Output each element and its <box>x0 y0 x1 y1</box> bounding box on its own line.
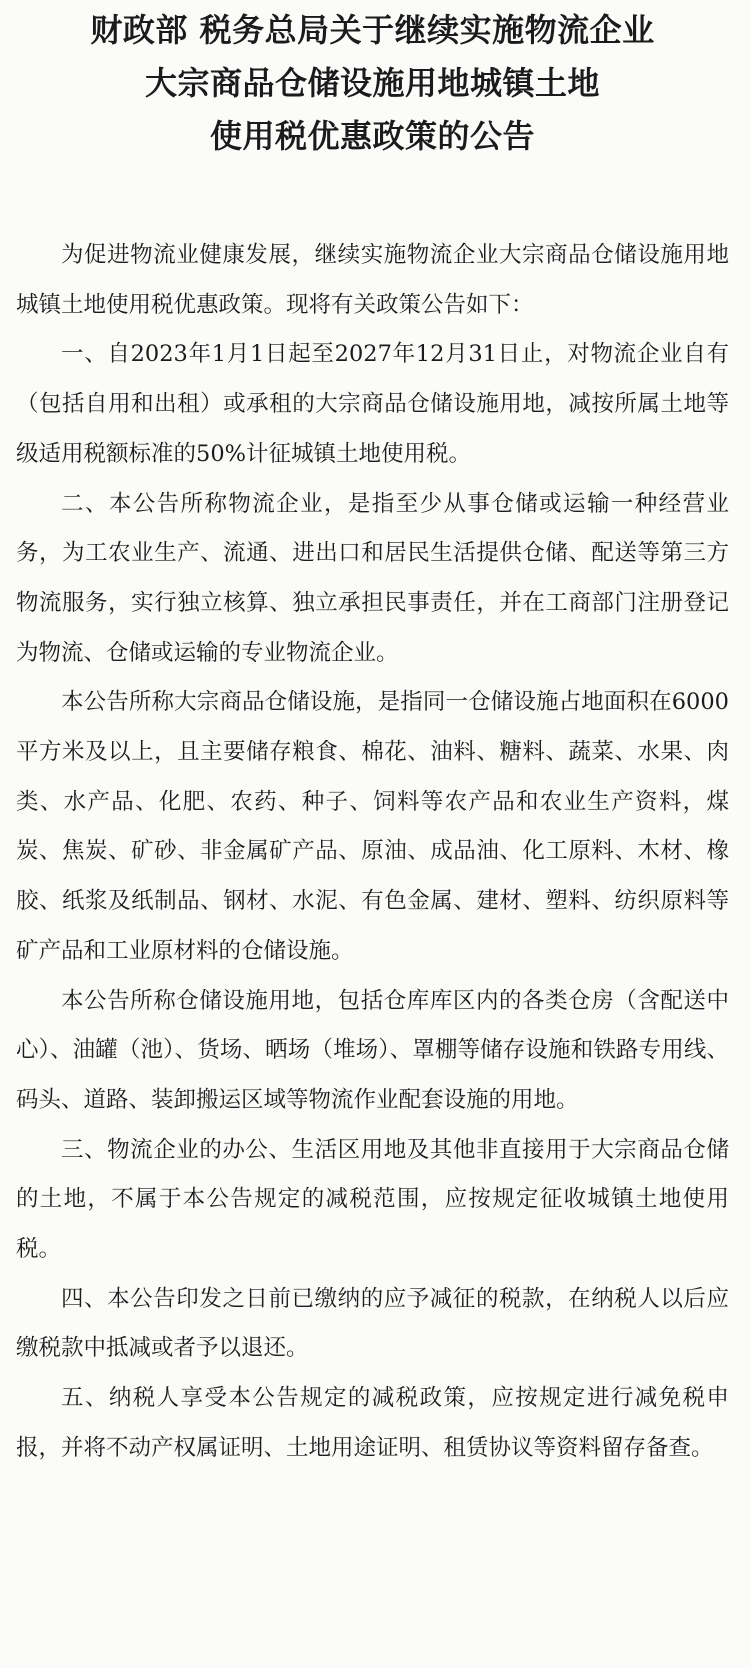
paragraph-article-1: 一、自2023年1月1日起至2027年12月31日止，对物流企业自有（包括自用和出租）或承租的大宗商品仓储设施用地，减按所属土地等级适用税额标准的50%计征城镇土地使用税。 <box>16 341 729 467</box>
document-body <box>16 231 729 1474</box>
title-line-3: 使用税优惠政策的公告 <box>209 117 535 155</box>
paragraph-intro: 为促进物流业健康发展，继续实施物流企业大宗商品仓储设施用地城镇土地使用税优惠政策。现将有关政策公告如下： <box>16 242 729 318</box>
paragraph-article-2: 二、本公告所称物流企业，是指至少从事仓储或运输一种经营业务，为工农业生产、流通、进出口和居民生活提供仓储、配送等第三方物流服务，实行独立核算、独立承担民事责任，并在工商部门注册登记为物流、仓储或运输的专业物流企业。 <box>16 490 729 666</box>
paragraph-article-4: 四、本公告印发之日前已缴纳的应予减征的税款，在纳税人以后应缴税款中抵减或者予以退还。 <box>16 1285 729 1362</box>
title-line-1: 财政部 税务总局关于继续实施物流企业 <box>90 11 655 49</box>
paragraph-storage-land: 本公告所称仓储设施用地，包括仓库库区内的各类仓房（含配送中心）、油罐（池）、货场、晒场（堆场）、罩棚等储存设施和铁路专用线、码头、道路、装卸搬运区域等物流作业配套设施的用地。 <box>16 987 729 1113</box>
paragraph-article-5: 五、纳税人享受本公告规定的减税政策，应按规定进行减免税申报，并将不动产权属证明、土地用途证明、租赁协议等资料留存备查。 <box>16 1385 729 1461</box>
paragraph-article-3: 三、物流企业的办公、生活区用地及其他非直接用于大宗商品仓储的土地，不属于本公告规定的减税范围，应按规定征收城镇土地使用税。 <box>16 1136 729 1263</box>
paragraph-storage-facility: 本公告所称大宗商品仓储设施，是指同一仓储设施占地面积在6000平方米及以上，且主要储存粮食、棉花、油料、糖料、蔬菜、水果、肉类、水产品、化肥、农药、种子、饲料等农产品和农业生产资料，煤炭、焦炭、矿砂、非金属矿产品、原油、成品油、化工原料、木材、橡胶、纸浆及纸制品、钢材、水泥、有色金属、建材、塑料、纺织原料等矿产品和工业原材料的仓储设施。 <box>16 689 729 964</box>
document-title <box>16 0 729 163</box>
title-line-2: 大宗商品仓储设施用地城镇土地 <box>144 64 600 102</box>
